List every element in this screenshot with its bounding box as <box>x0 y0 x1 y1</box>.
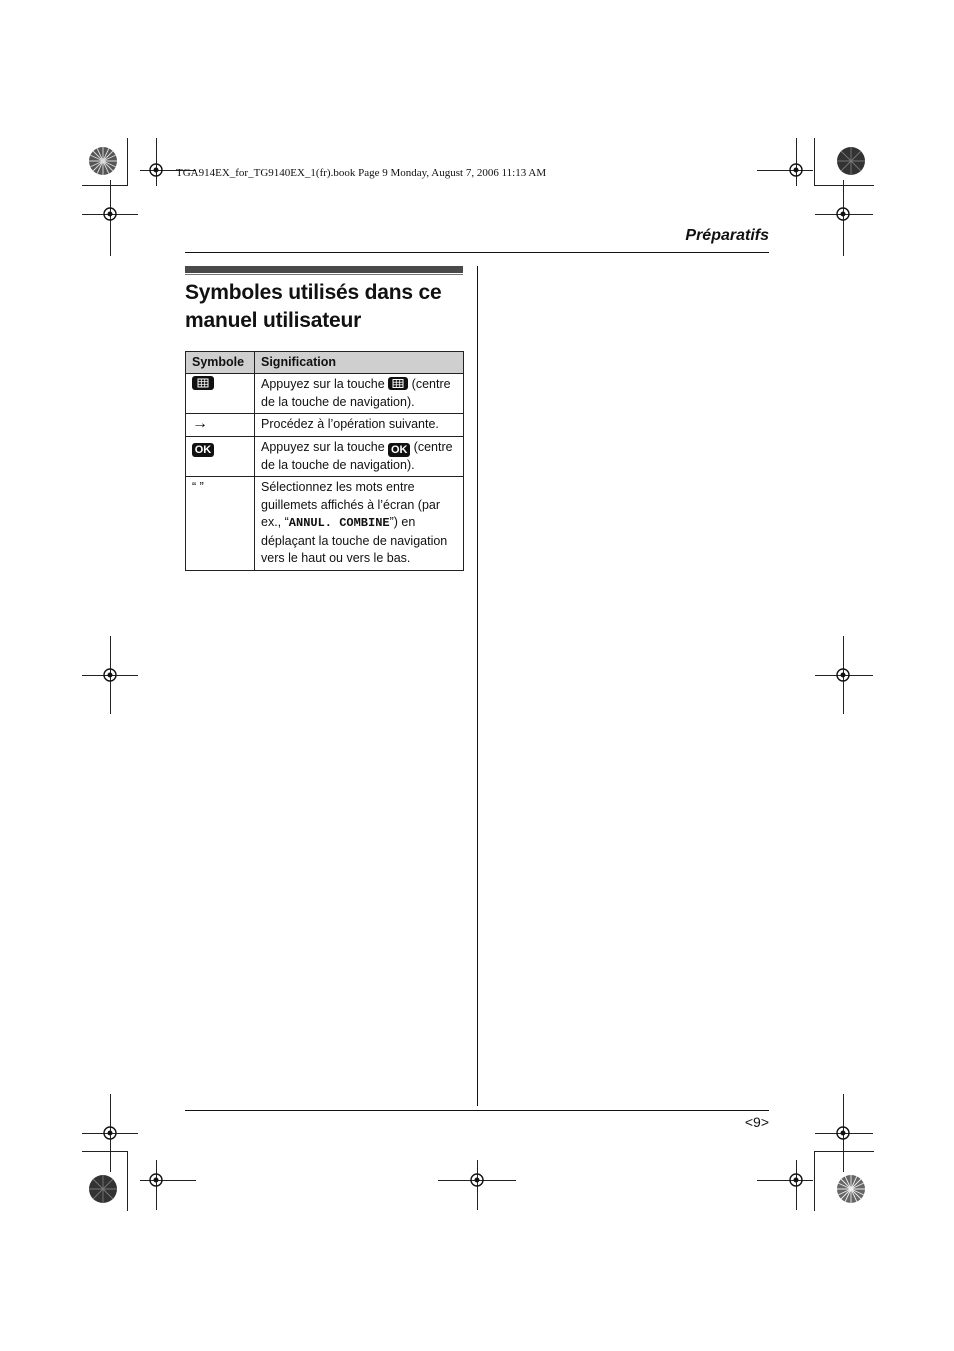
title-bar-underline <box>185 274 463 275</box>
symbol-cell <box>186 374 255 414</box>
crop-mark <box>757 1180 813 1181</box>
registration-crosshair-icon <box>788 1172 804 1188</box>
registration-crosshair-icon <box>835 1125 851 1141</box>
page-number: <9> <box>744 1114 769 1130</box>
table-row <box>186 374 464 414</box>
page-title: Symboles utilisés dans ce manuel utilisateur <box>185 281 442 332</box>
crop-mark <box>814 185 874 186</box>
registration-crosshair-icon <box>835 206 851 222</box>
header-rule <box>185 252 769 253</box>
star-target-icon <box>836 1174 866 1204</box>
crop-mark <box>127 138 128 186</box>
registration-crosshair-icon <box>835 667 851 683</box>
crop-mark <box>82 1151 128 1152</box>
registration-crosshair-icon <box>102 1125 118 1141</box>
crop-mark <box>757 170 813 171</box>
ok-key-icon: OK <box>192 443 214 457</box>
section-name: Préparatifs <box>685 227 769 244</box>
crop-mark <box>814 138 815 186</box>
menu-key-icon <box>192 376 214 390</box>
display-text: ANNUL. COMBINE <box>288 516 390 530</box>
table-header-row <box>186 352 464 374</box>
meaning-text: Appuyez sur la touche <box>261 377 385 391</box>
meaning-cell: Procédez à l’opération suivante. <box>255 414 464 437</box>
star-target-icon <box>836 146 866 176</box>
crop-mark <box>82 185 128 186</box>
meaning-cell <box>255 477 464 571</box>
title-bar <box>185 266 463 273</box>
meaning-cell <box>255 436 464 477</box>
registration-crosshair-icon <box>102 667 118 683</box>
table-row <box>186 477 464 571</box>
print-slug: TGA914EX_for_TG9140EX_1(fr).book Page 9 Monday, August 7, 2006 11:13 AM <box>176 167 547 179</box>
column-header-symbol: Symbole <box>186 352 255 374</box>
meaning-text: Sélectionnez les mots entre guillemets affichés à l’écran (par ex., “ <box>261 480 441 529</box>
footer-rule <box>185 1110 769 1111</box>
meaning-text: Appuyez sur la touche <box>261 439 385 454</box>
registration-crosshair-icon <box>148 162 164 178</box>
table-row <box>186 414 464 437</box>
menu-key-icon <box>388 377 408 390</box>
registration-crosshair-icon <box>102 206 118 222</box>
registration-crosshair-icon <box>148 1172 164 1188</box>
crop-mark <box>127 1151 128 1211</box>
symbol-cell <box>186 414 255 437</box>
meaning-text: (centre de la touche de navigation). <box>261 377 451 409</box>
registration-crosshair-icon <box>788 162 804 178</box>
registration-crosshair-icon <box>469 1172 485 1188</box>
star-target-icon <box>88 146 118 176</box>
crop-mark <box>814 1151 815 1211</box>
meaning-text: ”) en déplaçant la touche de navigation vers le haut ou vers le bas. <box>261 515 448 565</box>
symbols-table <box>185 351 464 571</box>
crop-mark <box>814 1151 874 1152</box>
column-header-meaning: Signification <box>255 352 464 374</box>
meaning-text: (centre de la touche de navigation). <box>261 439 453 472</box>
meaning-cell <box>255 374 464 414</box>
ok-key-icon: OK <box>388 443 410 457</box>
symbol-cell <box>186 436 255 477</box>
table-row <box>186 436 464 477</box>
symbol-cell: “ ” <box>186 477 255 571</box>
column-divider <box>477 266 478 1106</box>
arrow-right-icon: → <box>192 415 208 432</box>
star-target-icon <box>88 1174 118 1204</box>
